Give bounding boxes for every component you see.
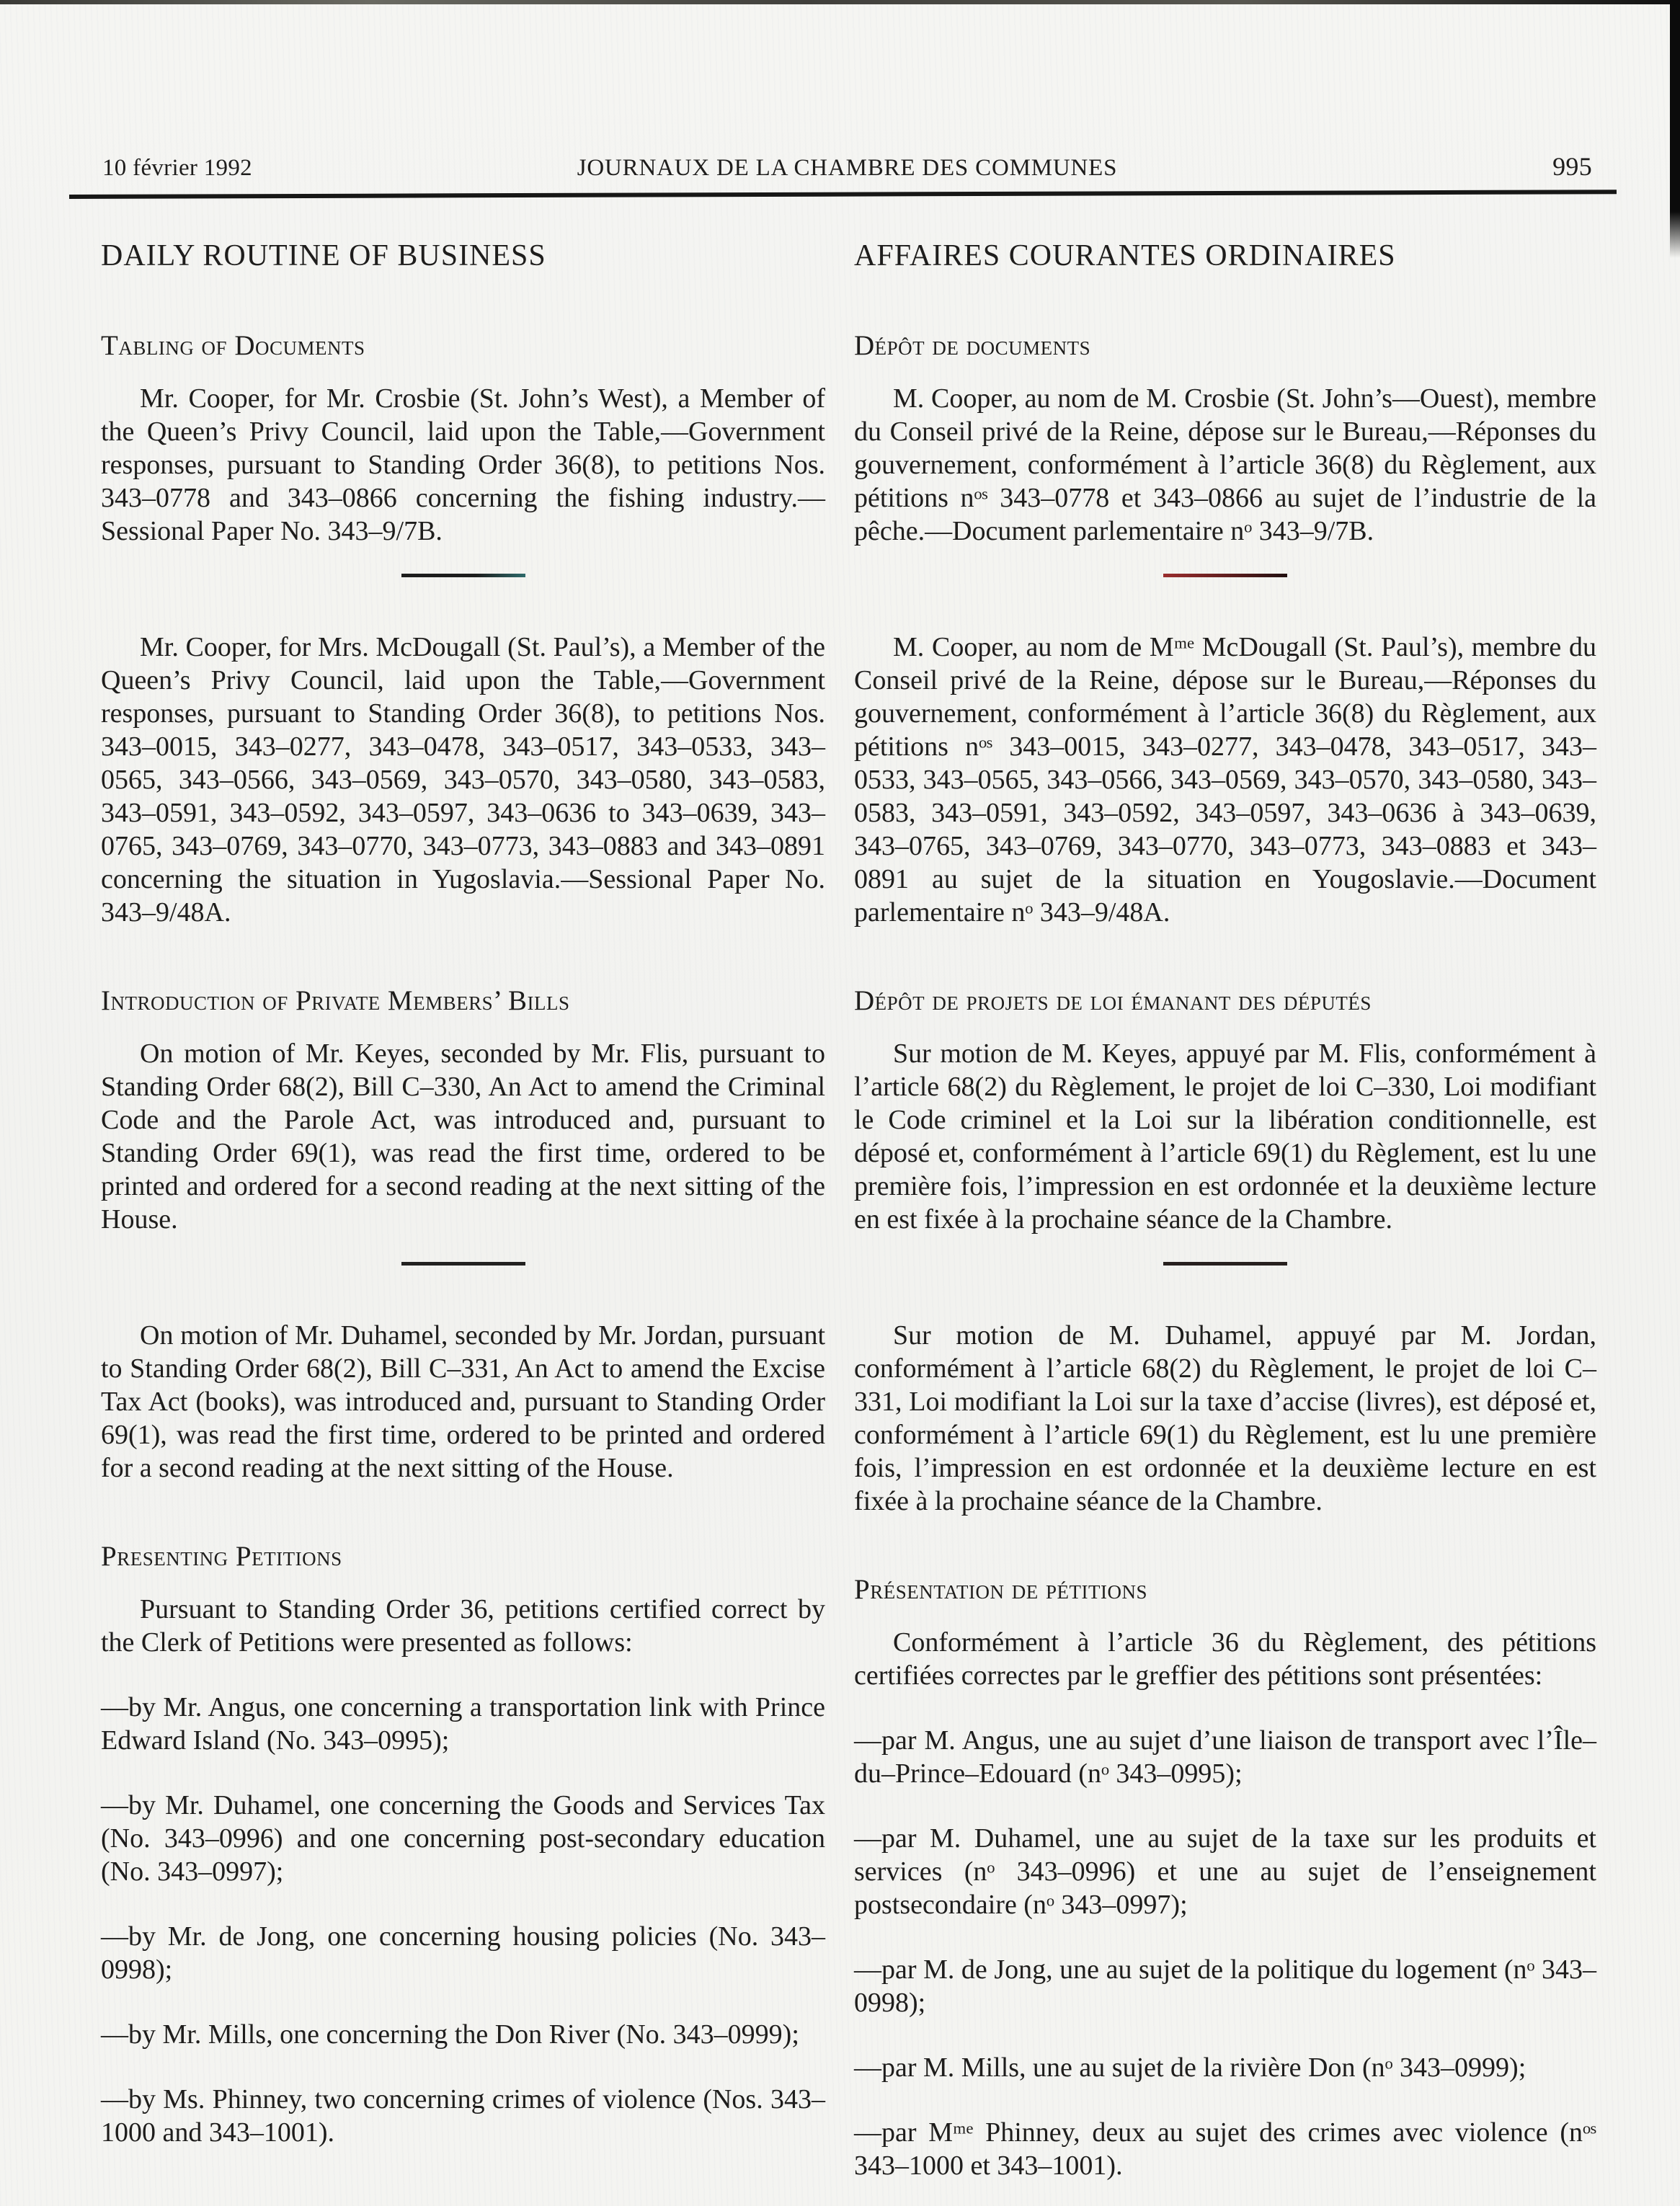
subheading-private-bills-fr: Dépôt de projets de loi émanant des députés — [854, 985, 1372, 1016]
page-header — [102, 151, 1592, 182]
french-column — [854, 238, 1596, 2182]
paragraph-bill-c330-en: On motion of Mr. Keyes, seconded by Mr. Flis, pursuant to Standing Order 68(2), Bill C–330, An Act to amend the Criminal Code and the Parole Act, was introduced and, pursuant to Standing Order 69(1), was read the first time, ordered to be printed and ordered for a second reading at the next sitting of the House. — [101, 1038, 825, 1235]
subheading-tabling-fr: Dépôt de documents — [854, 330, 1091, 361]
header-page-number: 995 — [1552, 152, 1592, 181]
separator-rule — [401, 1262, 525, 1266]
petition-item-duhamel-en: —by Mr. Duhamel, one concerning the Goods and Services Tax (No. 343–0996) and one concerning post-secondary education (No. 343–0997); — [101, 1790, 825, 1887]
petitions-intro-en: Pursuant to Standing Order 36, petitions certified correct by the Clerk of Petitions were presented as follows: — [101, 1594, 825, 1658]
paragraph-bill-c330-fr: Sur motion de M. Keyes, appuyé par M. Flis, conformément à l’article 68(2) du Règlement, le projet de loi C–330, Loi modifiant le Code criminel et la Loi sur la libération conditionnelle, est déposé et, conformément à l’article 69(1) du Règlement, est lu une première fois, l’impression en est ordonnée et la deuxième lecture en est fixée à la prochaine séance de la Chambre. — [854, 1038, 1596, 1235]
scan-right-corner-artifact — [1670, 0, 1680, 258]
petition-item-mills-en: —by Mr. Mills, one concerning the Don River (No. 343–0999); — [101, 2019, 799, 2050]
section-heading-en: DAILY ROUTINE OF BUSINESS — [101, 239, 546, 272]
paragraph-crosbie-en: Mr. Cooper, for Mr. Crosbie (St. John’s West), a Member of the Queen’s Privy Council, laid upon the Table,—Government responses, pursuant to Standing Order 36(8), to petitions Nos. 343–0778 and 343–0866 concerning the fishing industry.—Sessional Paper No. 343–9/7B. — [101, 383, 825, 546]
subheading-private-bills-en: Introduction of Private Members’ Bills — [101, 985, 570, 1016]
scan-top-edge-artifact — [0, 0, 1680, 4]
petition-item-phinney-en: —by Ms. Phinney, two concerning crimes of violence (Nos. 343–1000 and 343–1001). — [101, 2084, 825, 2148]
petition-item-phinney-fr: —par Mᵐᵉ Phinney, deux au sujet des crimes avec violence (nᵒˢ 343–1000 et 343–1001). — [854, 2117, 1596, 2181]
header-rule — [69, 190, 1617, 199]
petitions-intro-fr: Conformément à l’article 36 du Règlement, des pétitions certifiées correctes par le greffier des pétitions sont présentées: — [854, 1627, 1596, 1691]
petition-item-duhamel-fr: —par M. Duhamel, une au sujet de la taxe sur les produits et services (nᵒ 343–0996) et une au sujet de l’enseignement postsecondaire (nᵒ 343–0997); — [854, 1823, 1596, 1920]
subheading-tabling-en: Tabling of Documents — [101, 330, 365, 361]
header-date: 10 février 1992 — [102, 155, 252, 181]
petition-item-angus-fr: —par M. Angus, une au sujet d’une liaison de transport avec l’Île–du–Prince–Edouard (nᵒ 343–0995); — [854, 1725, 1596, 1789]
subheading-petitions-fr: Présentation de pétitions — [854, 1574, 1147, 1605]
english-column — [101, 238, 825, 2182]
header-title: JOURNAUX DE LA CHAMBRE DES COMMUNES — [577, 155, 1118, 181]
petition-item-angus-en: —by Mr. Angus, one concerning a transportation link with Prince Edward Island (No. 343–0995); — [101, 1692, 825, 1756]
paragraph-bill-c331-fr: Sur motion de M. Duhamel, appuyé par M. Jordan, conformément à l’article 68(2) du Règlement, le projet de loi C–331, Loi modifiant la Loi sur la taxe d’accise (livres), est déposé et, conformément à l’article 69(1) du Règlement, est lu une première fois, l’impression en est ordonnée et la deuxième lecture en est fixée à la prochaine séance de la Chambre. — [854, 1320, 1596, 1516]
petition-item-dejong-fr: —par M. de Jong, une au sujet de la politique du logement (nᵒ 343–0998); — [854, 1954, 1596, 2018]
petition-item-mills-fr: —par M. Mills, une au sujet de la rivière Don (nᵒ 343–0999); — [854, 2052, 1526, 2083]
separator-rule — [1163, 574, 1287, 577]
paragraph-mcdougall-fr: M. Cooper, au nom de Mᵐᵉ McDougall (St. Paul’s), membre du Conseil privé de la Reine, dépose sur le Bureau,—Réponses du gouvernement, conformément à l’article 36(8) du Règlement, aux pétitions nᵒˢ 343–0015, 343–0277, 343–0478, 343–0517, 343–0533, 343–0565, 343–0566, 343–0569, 343–0570, 343–0580, 343–0583, 343–0591, 343–0592, 343–0597, 343–0636 à 343–0639, 343–0765, 343–0769, 343–0770, 343–0773, 343–0883 et 343–0891 au sujet de la situation en Yougoslavie.—Document parlementaire nᵒ 343–9/48A. — [854, 632, 1596, 928]
section-heading-fr: AFFAIRES COURANTES ORDINAIRES — [854, 239, 1396, 272]
two-column-body — [101, 238, 1596, 2182]
petition-item-dejong-en: —by Mr. de Jong, one concerning housing policies (No. 343–0998); — [101, 1921, 825, 1985]
paragraph-crosbie-fr: M. Cooper, au nom de M. Crosbie (St. John’s—Ouest), membre du Conseil privé de la Reine, dépose sur le Bureau,—Réponses du gouvernement, conformément à l’article 36(8) du Règlement, aux pétitions nᵒˢ 343–0778 et 343–0866 au sujet de l’industrie de la pêche.—Document parlementaire nᵒ 343–9/7B. — [854, 383, 1596, 546]
separator-rule — [401, 574, 525, 577]
subheading-petitions-en: Presenting Petitions — [101, 1541, 342, 1572]
separator-rule — [1163, 1262, 1287, 1266]
paragraph-mcdougall-en: Mr. Cooper, for Mrs. McDougall (St. Paul’s), a Member of the Queen’s Privy Council, laid upon the Table,—Government responses, pursuant to Standing Order 36(8), to petitions Nos. 343–0015, 343–0277, 343–0478, 343–0517, 343–0533, 343–0565, 343–0566, 343–0569, 343–0570, 343–0580, 343–0583, 343–0591, 343–0592, 343–0597, 343–0636 to 343–0639, 343–0765, 343–0769, 343–0770, 343–0773, 343–0883 and 343–0891 concerning the situation in Yugoslavia.—Sessional Paper No. 343–9/48A. — [101, 632, 825, 928]
paragraph-bill-c331-en: On motion of Mr. Duhamel, seconded by Mr. Jordan, pursuant to Standing Order 68(2), Bill C–331, An Act to amend the Excise Tax Act (books), was introduced and, pursuant to Standing Order 69(1), was read the first time, ordered to be printed and ordered for a second reading at the next sitting of the House. — [101, 1320, 825, 1483]
